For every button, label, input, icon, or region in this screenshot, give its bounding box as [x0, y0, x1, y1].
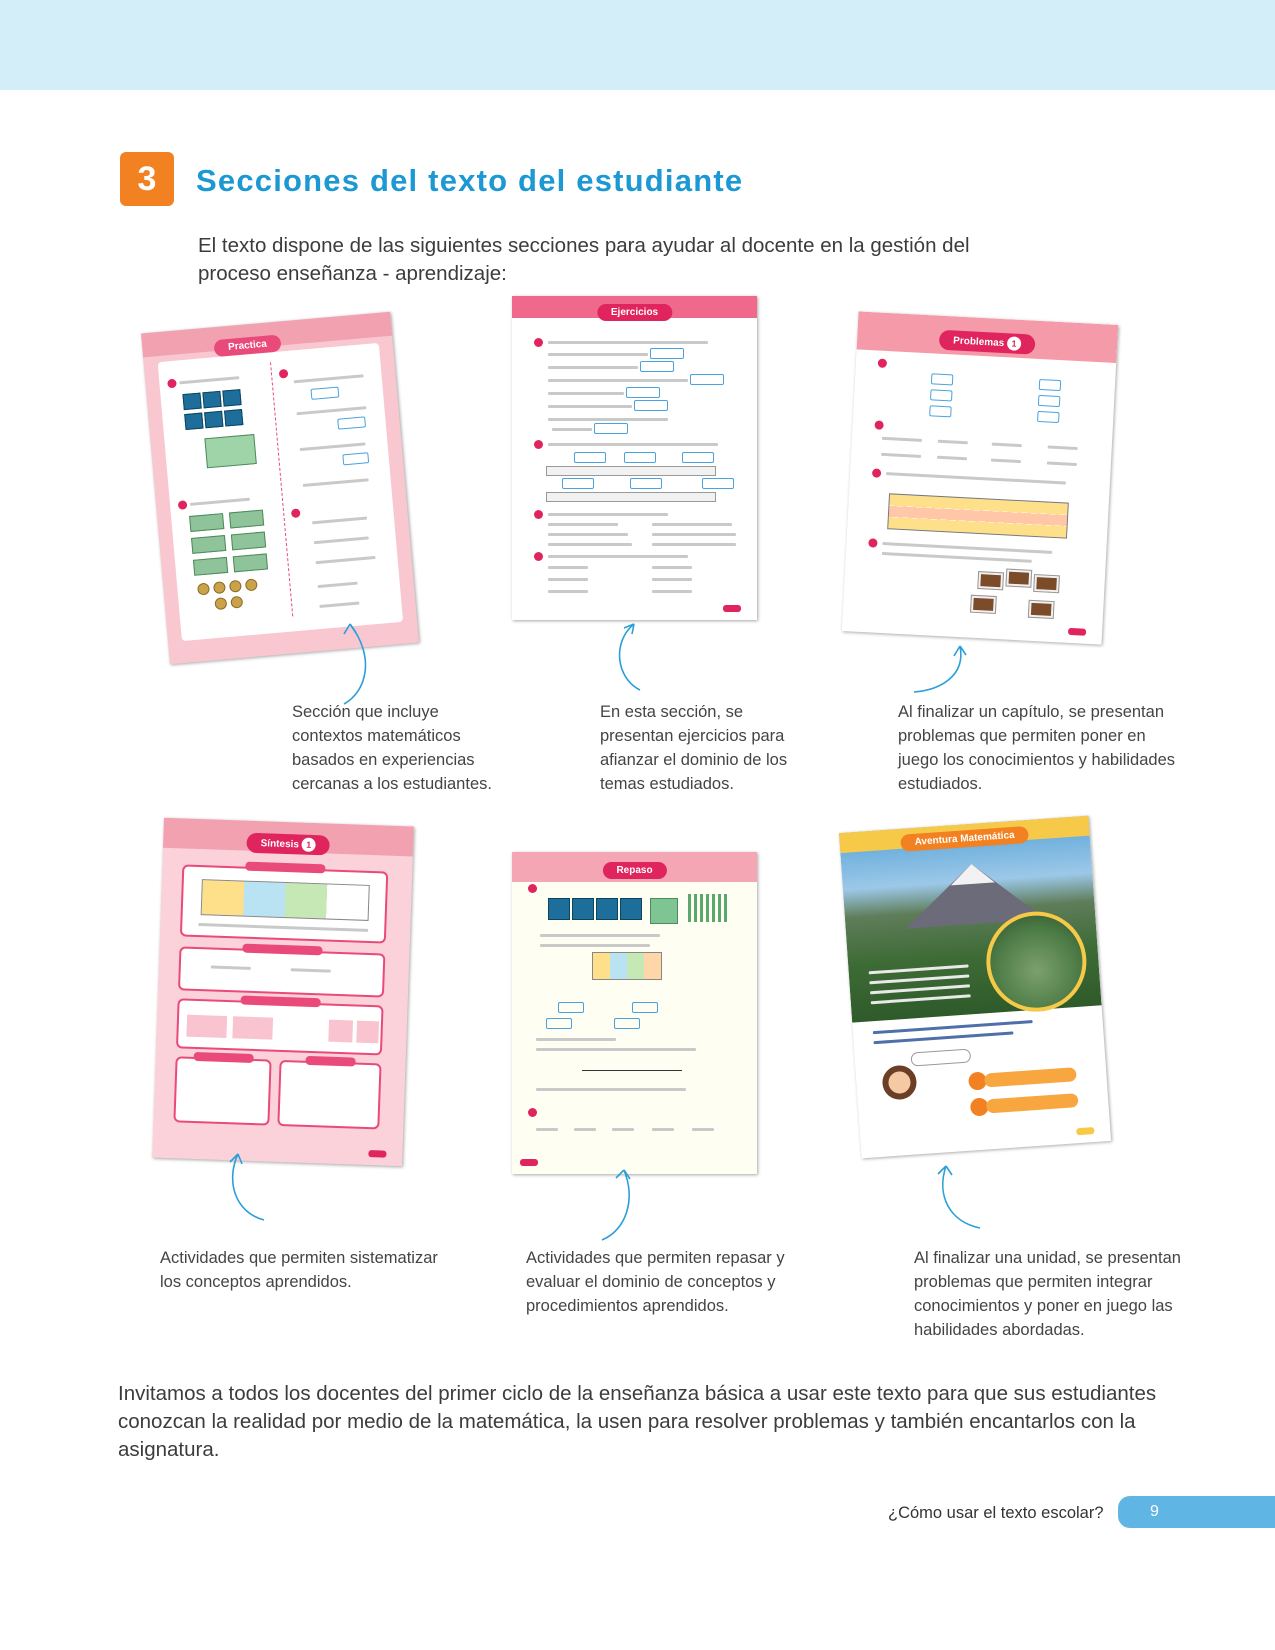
pointer-arrow-icon — [214, 1148, 274, 1224]
section-label-pill: Ejercicios — [597, 304, 672, 321]
answer-box — [546, 1018, 572, 1029]
page-number-tab — [368, 1150, 386, 1158]
coin-icon — [197, 583, 210, 596]
coin-icon — [214, 597, 227, 610]
text-line — [548, 405, 632, 408]
bill-icon — [233, 553, 268, 572]
text-line — [540, 944, 650, 947]
cube-icon — [202, 391, 221, 409]
text-line — [652, 543, 736, 546]
section-label-pill — [246, 833, 330, 856]
ejercicios-caption: En esta sección, se presentan ejercicios para afianzar el dominio de los temas estudiados. — [600, 703, 788, 793]
summary-card — [173, 1056, 271, 1125]
text-line — [548, 566, 588, 569]
text-line — [992, 443, 1022, 448]
problemas-page-thumbnail — [842, 311, 1118, 644]
exercise-number-icon — [874, 420, 883, 429]
item-label-pill — [984, 1067, 1077, 1087]
answer-box — [337, 416, 366, 429]
repaso-page-thumbnail — [512, 852, 757, 1174]
page-number-tab — [1068, 628, 1086, 636]
ruler-graphic — [546, 466, 716, 476]
girl-avatar — [881, 1064, 917, 1100]
text-line — [552, 428, 592, 431]
text-line — [548, 392, 624, 395]
exercise-number-icon — [534, 440, 543, 449]
coin-icon — [245, 578, 258, 591]
text-line — [938, 440, 968, 445]
text-line — [296, 406, 366, 415]
answer-box — [929, 405, 952, 417]
cube-icon — [620, 898, 642, 920]
chocolate-box-icon — [1034, 575, 1059, 592]
section-number-badge: 3 — [120, 152, 174, 206]
text-line — [937, 456, 967, 461]
section-label-pill: Aventura Matemática — [900, 826, 1029, 852]
text-line — [548, 341, 708, 344]
text-line — [536, 1038, 616, 1041]
card-title-bar — [245, 862, 325, 874]
section-label-pill: Repaso — [602, 862, 666, 879]
answer-box — [682, 452, 714, 463]
answer-box — [1039, 379, 1062, 391]
answer-box — [562, 478, 594, 489]
text-line — [190, 498, 250, 506]
place-value-table — [201, 879, 370, 921]
question-line — [874, 1031, 1014, 1044]
text-line — [548, 353, 648, 356]
answer-box — [1037, 411, 1060, 423]
exercise-number-icon — [878, 359, 887, 368]
block-stack-icon — [650, 898, 678, 924]
answer-box — [624, 452, 656, 463]
practica-page-thumbnail — [141, 312, 419, 665]
page-number-tab — [520, 1159, 538, 1166]
problemas-caption: Al finalizar un capítulo, se presentan problemas que permiten poner en juego los conocimientos y habilidades estudiados. — [898, 703, 1176, 793]
answer-box — [342, 452, 369, 465]
text-line — [548, 578, 588, 581]
summary-card — [178, 946, 385, 997]
highlight-box — [328, 1020, 353, 1043]
aventura-matematica-page-thumbnail — [839, 816, 1111, 1159]
page-content-area — [158, 343, 404, 641]
section-label-pill: Practica — [213, 334, 281, 357]
answer-box — [626, 387, 660, 398]
exercise-number-icon — [868, 538, 877, 547]
text-line — [198, 923, 368, 932]
text-line — [991, 459, 1021, 464]
text-line — [548, 590, 588, 593]
exercise-number-icon — [528, 884, 537, 893]
text-line — [652, 523, 732, 526]
cube-icon — [596, 898, 618, 920]
highlight-box — [186, 1015, 227, 1038]
column-divider — [270, 362, 293, 616]
cube-icon — [182, 393, 201, 411]
cube-icon — [222, 389, 241, 407]
text-line — [548, 366, 638, 369]
answer-box — [702, 478, 734, 489]
answer-box — [640, 361, 674, 372]
practica-caption: Sección que incluye contextos matemáticos basados en experiencias cercanas a los estudiantes. — [292, 703, 492, 793]
text-line — [548, 555, 688, 558]
aventura-matematica-caption: Al finalizar una unidad, se presentan problemas que permiten integrar conocimientos y poner en juego las habilidades abordadas. — [914, 1249, 1181, 1339]
number-line — [582, 1070, 682, 1071]
answer-box — [690, 374, 724, 385]
highlight-box — [356, 1021, 379, 1044]
text-line — [612, 1128, 634, 1131]
footer-title: ¿Cómo usar el texto escolar? — [888, 1504, 1104, 1522]
ruler-graphic — [546, 492, 716, 502]
place-value-table — [592, 952, 662, 980]
text-line — [548, 523, 618, 526]
sintesis-page-thumbnail — [152, 818, 414, 1167]
bill-icon — [231, 531, 266, 550]
text-line — [882, 542, 1052, 554]
section-label: Problemas — [952, 335, 1005, 350]
text-line — [536, 1048, 696, 1051]
page-number: 9 — [1118, 1496, 1275, 1528]
chocolate-box-icon — [971, 596, 996, 613]
summary-card — [180, 864, 388, 943]
section-label: Síntesis — [260, 838, 300, 851]
text-line — [294, 374, 364, 383]
sintesis-caption: Actividades que permiten sistematizar los conceptos aprendidos. — [160, 1249, 438, 1291]
text-line — [548, 513, 668, 516]
answer-box — [574, 452, 606, 463]
text-line — [652, 1128, 674, 1131]
answer-box — [614, 1018, 640, 1029]
text-line — [536, 1088, 686, 1091]
speech-bubble — [910, 1048, 971, 1066]
answer-box — [1038, 395, 1061, 407]
text-line — [882, 552, 1032, 563]
coin-icon — [230, 596, 243, 609]
pointer-arrow-icon — [928, 1160, 988, 1232]
text-line — [536, 1128, 558, 1131]
text-line — [540, 934, 660, 937]
exercise-number-icon — [291, 508, 301, 518]
snow-cap-icon — [949, 862, 994, 885]
cube-icon — [184, 413, 203, 431]
text-line — [1048, 446, 1078, 451]
exercise-number-icon — [534, 338, 543, 347]
answer-box — [594, 423, 628, 434]
text-line — [314, 536, 369, 544]
bill-icon — [193, 557, 228, 576]
text-line — [652, 590, 692, 593]
card-title-bar — [241, 996, 321, 1008]
bill-icon — [189, 513, 224, 532]
bill-icon — [229, 510, 264, 529]
points-table — [887, 493, 1069, 538]
answer-box — [930, 389, 953, 401]
text-line — [548, 533, 628, 536]
text-line — [548, 443, 718, 446]
exercise-number-icon — [872, 468, 881, 477]
rod-icon — [688, 894, 728, 922]
card-title-bar — [194, 1052, 254, 1063]
page-number-tab — [1076, 1127, 1094, 1135]
block-stack-icon — [204, 434, 256, 468]
pointer-arrow-icon — [610, 618, 670, 694]
coin-icon — [213, 581, 226, 594]
item-label-pill — [986, 1093, 1079, 1113]
top-band — [0, 0, 1275, 90]
summary-card — [277, 1060, 381, 1130]
card-title-bar — [305, 1056, 355, 1067]
pointer-arrow-icon — [910, 640, 980, 696]
exercise-number-icon — [167, 379, 177, 389]
text-line — [548, 418, 668, 421]
text-line — [319, 602, 359, 608]
intro-paragraph: El texto dispone de las siguientes secciones para ayudar al docente en la gestión del proceso enseñanza - aprendizaje: — [198, 234, 970, 285]
answer-box — [310, 387, 339, 400]
text-line — [652, 533, 736, 536]
text-line — [574, 1128, 596, 1131]
exercise-number-icon — [528, 1108, 537, 1117]
highlight-box — [232, 1016, 273, 1039]
ejercicios-page-thumbnail — [512, 296, 757, 620]
cube-icon — [204, 411, 223, 429]
text-line — [312, 517, 367, 525]
text-line — [881, 453, 921, 458]
cube-icon — [548, 898, 570, 920]
exercise-number-icon — [279, 369, 289, 379]
text-line — [291, 968, 331, 972]
exercise-number-icon — [534, 510, 543, 519]
answer-box — [931, 373, 954, 385]
chocolate-box-icon — [1006, 570, 1031, 587]
text-line — [300, 442, 366, 451]
section-title: Secciones del texto del estudiante — [196, 163, 744, 198]
answer-box — [650, 348, 684, 359]
chocolate-box-icon — [978, 572, 1003, 589]
card-title-bar — [242, 944, 322, 956]
page-number-tab — [723, 605, 741, 612]
cube-icon — [572, 898, 594, 920]
summary-card — [176, 998, 384, 1055]
bill-icon — [191, 535, 226, 554]
answer-box — [632, 1002, 658, 1013]
coin-icon — [229, 580, 242, 593]
text-line — [1047, 461, 1077, 466]
text-line — [211, 965, 251, 969]
text-line — [548, 543, 632, 546]
exercise-number-icon — [534, 552, 543, 561]
text-line — [548, 379, 688, 382]
repaso-caption: Actividades que permiten repasar y evaluar el dominio de conceptos y procedimientos aprendidos. — [526, 1249, 785, 1315]
text-line — [318, 582, 358, 588]
text-line — [886, 472, 1066, 484]
exercise-number-icon — [178, 500, 188, 510]
text-line — [316, 556, 376, 564]
unit-number-icon: 1 — [301, 838, 315, 852]
chocolate-box-icon — [1029, 601, 1054, 618]
text-line — [179, 376, 239, 384]
text-line — [692, 1128, 714, 1131]
text-line — [652, 566, 692, 569]
text-line — [303, 478, 369, 487]
text-line — [882, 437, 922, 442]
text-line — [652, 578, 692, 581]
answer-box — [630, 478, 662, 489]
chapter-number-icon: 1 — [1007, 336, 1022, 351]
answer-box — [558, 1002, 584, 1013]
cube-icon — [224, 409, 243, 427]
answer-box — [634, 400, 668, 411]
pointer-arrow-icon — [596, 1164, 656, 1244]
closing-paragraph: Invitamos a todos los docentes del primer ciclo de la enseñanza básica a usar este texto para que sus estudiantes conozcan la realidad por medio de la matemática, la usen para resolver problemas y también encantarlos con la asignatura. — [118, 1382, 1157, 1461]
